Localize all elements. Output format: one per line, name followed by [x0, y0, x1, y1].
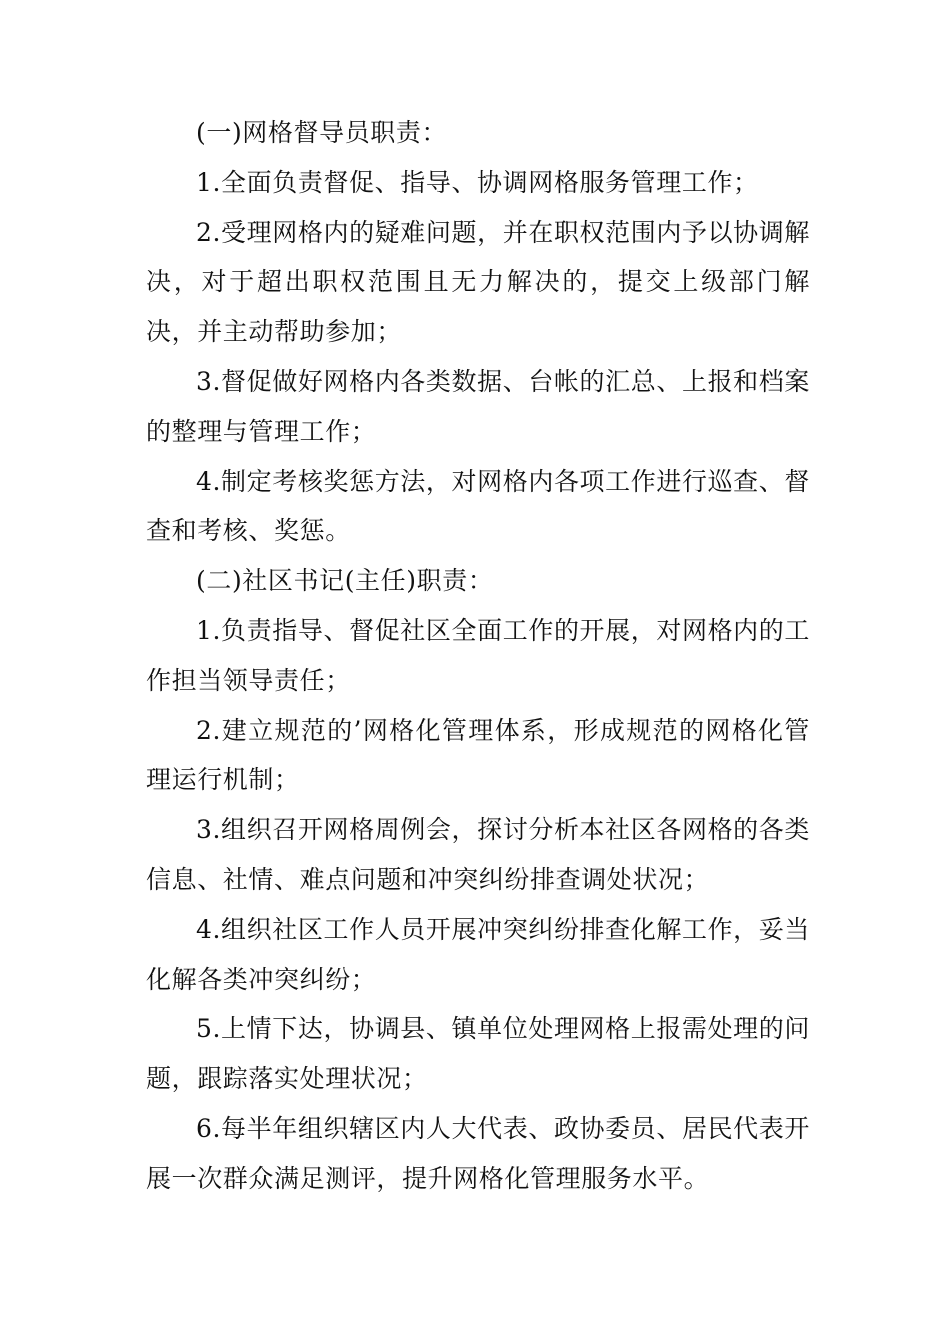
paragraph-supervisor-duty-2: 2.受理网格内的疑难问题，并在职权范围内予以协调解决，对于超出职权范围且无力解决的，提交上级部门解决，并主动帮助参加；: [146, 217, 810, 347]
paragraph-secretary-duty-4: 4.组织社区工作人员开展冲突纠纷排查化解工作，妥当化解各类冲突纠纷；: [146, 914, 810, 994]
paragraph-secretary-duty-6: 6.每半年组织辖区内人大代表、政协委员、居民代表开展一次群众满足测评，提升网格化管理服务水平。: [146, 1113, 810, 1193]
paragraph-secretary-duty-1: 1.负责指导、督促社区全面工作的开展，对网格内的工作担当领导责任；: [146, 615, 810, 695]
document-body: [146, 108, 810, 1204]
paragraph-secretary-duty-5: 5.上情下达，协调县、镇单位处理网格上报需处理的问题，跟踪落实处理状况；: [146, 1014, 810, 1094]
section-heading-grid-supervisor: (一)网格督导员职责：: [196, 118, 448, 147]
paragraph-supervisor-duty-1: 1.全面负责督促、指导、协调网格服务管理工作；: [196, 167, 759, 197]
paragraph-secretary-duty-2: 2.建立规范的’网格化管理体系，形成规范的网格化管理运行机制；: [146, 715, 810, 795]
paragraph-supervisor-duty-3: 3.督促做好网格内各类数据、台帐的汇总、上报和档案的整理与管理工作；: [146, 366, 810, 446]
section-heading-community-secretary: (二)社区书记(主任)职责：: [196, 566, 494, 596]
paragraph-secretary-duty-3: 3.组织召开网格周例会，探讨分析本社区各网格的各类信息、社情、难点问题和冲突纠纷排查调处状况；: [146, 815, 810, 894]
paragraph-supervisor-duty-4: 4.制定考核奖惩方法，对网格内各项工作进行巡查、督查和考核、奖惩。: [146, 466, 810, 546]
